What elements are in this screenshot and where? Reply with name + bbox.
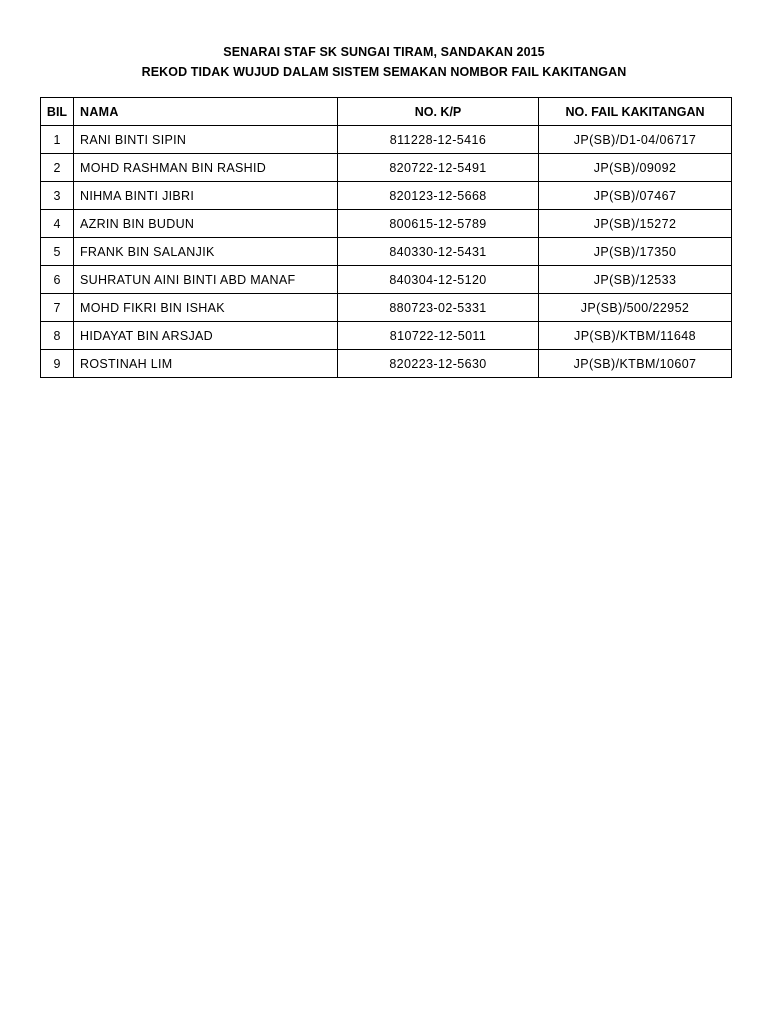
- cell-fail: JP(SB)/12533: [539, 266, 732, 294]
- cell-kp: 880723-02-5331: [338, 294, 539, 322]
- cell-kp: 820123-12-5668: [338, 182, 539, 210]
- cell-bil: 7: [41, 294, 74, 322]
- cell-bil: 8: [41, 322, 74, 350]
- cell-fail: JP(SB)/D1-04/06717: [539, 126, 732, 154]
- cell-fail: JP(SB)/15272: [539, 210, 732, 238]
- header-nama: NAMA: [74, 98, 338, 126]
- title-line-2: REKOD TIDAK WUJUD DALAM SISTEM SEMAKAN NOMBOR FAIL KAKITANGAN: [141, 65, 627, 79]
- cell-fail: JP(SB)/500/22952: [539, 294, 732, 322]
- table-header-row: [41, 98, 732, 126]
- cell-fail: JP(SB)/09092: [539, 154, 732, 182]
- table-row: [41, 182, 732, 210]
- cell-bil: 6: [41, 266, 74, 294]
- table-row: [41, 266, 732, 294]
- cell-nama: AZRIN BIN BUDUN: [74, 210, 338, 238]
- cell-nama: SUHRATUN AINI BINTI ABD MANAF: [74, 266, 338, 294]
- document-title: [0, 42, 768, 82]
- cell-nama: FRANK BIN SALANJIK: [74, 238, 338, 266]
- cell-nama: RANI BINTI SIPIN: [74, 126, 338, 154]
- cell-nama: ROSTINAH LIM: [74, 350, 338, 378]
- cell-kp: 840330-12-5431: [338, 238, 539, 266]
- cell-kp: 820223-12-5630: [338, 350, 539, 378]
- cell-kp: 810722-12-5011: [338, 322, 539, 350]
- title-line-1: SENARAI STAF SK SUNGAI TIRAM, SANDAKAN 2015: [223, 45, 545, 59]
- cell-nama: MOHD RASHMAN BIN RASHID: [74, 154, 338, 182]
- cell-bil: 5: [41, 238, 74, 266]
- cell-bil: 9: [41, 350, 74, 378]
- cell-nama: MOHD FIKRI BIN ISHAK: [74, 294, 338, 322]
- cell-nama: HIDAYAT BIN ARSJAD: [74, 322, 338, 350]
- cell-nama: NIHMA BINTI JIBRI: [74, 182, 338, 210]
- cell-fail: JP(SB)/KTBM/11648: [539, 322, 732, 350]
- table-row: [41, 210, 732, 238]
- table-row: [41, 322, 732, 350]
- staff-table: [40, 97, 732, 378]
- cell-kp: 840304-12-5120: [338, 266, 539, 294]
- cell-fail: JP(SB)/17350: [539, 238, 732, 266]
- header-bil: BIL: [41, 98, 74, 126]
- cell-kp: 820722-12-5491: [338, 154, 539, 182]
- cell-kp: 800615-12-5789: [338, 210, 539, 238]
- header-kp: NO. K/P: [338, 98, 539, 126]
- table-row: [41, 154, 732, 182]
- cell-bil: 1: [41, 126, 74, 154]
- cell-bil: 2: [41, 154, 74, 182]
- table-row: [41, 294, 732, 322]
- table-row: [41, 126, 732, 154]
- table-row: [41, 350, 732, 378]
- cell-bil: 3: [41, 182, 74, 210]
- table-row: [41, 238, 732, 266]
- cell-kp: 811228-12-5416: [338, 126, 539, 154]
- header-fail: NO. FAIL KAKITANGAN: [539, 98, 732, 126]
- cell-fail: JP(SB)/07467: [539, 182, 732, 210]
- cell-fail: JP(SB)/KTBM/10607: [539, 350, 732, 378]
- cell-bil: 4: [41, 210, 74, 238]
